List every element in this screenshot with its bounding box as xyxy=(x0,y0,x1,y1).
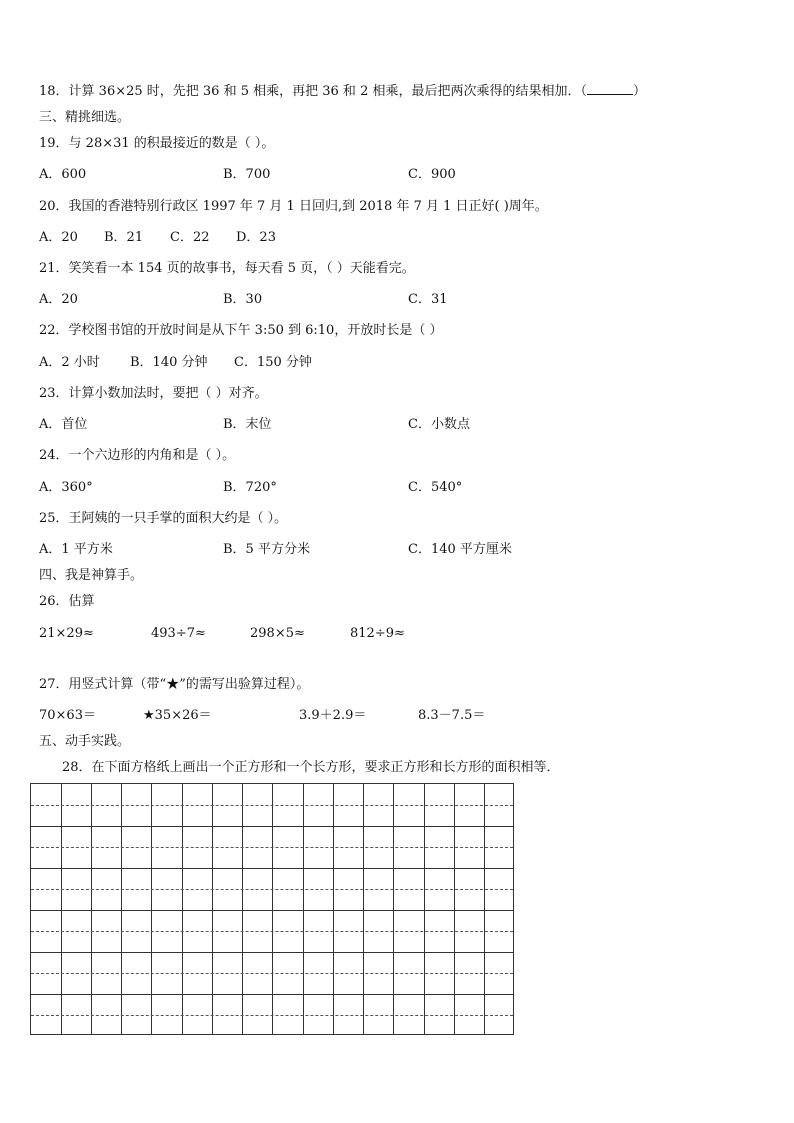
question-27-stem: 27．用竖式计算（带“★”的需写出验算过程）。 xyxy=(39,677,310,692)
calc-item: 3.9＋2.9＝ xyxy=(299,708,367,723)
estimate-item: 493÷7≈ xyxy=(151,626,206,641)
section-3-title: 三、精挑细选。 xyxy=(39,110,131,125)
option-a[interactable]: A．1 平方米 xyxy=(39,542,113,557)
question-24-stem: 24．一个六边形的内角和是（ ）。 xyxy=(39,448,236,463)
option-c[interactable]: C．140 平方厘米 xyxy=(408,542,512,557)
question-26-stem: 26．估算 xyxy=(39,594,95,609)
section-5-title: 五、动手实践。 xyxy=(39,734,131,749)
option-c[interactable]: C．22 xyxy=(170,230,210,245)
drawing-grid[interactable] xyxy=(30,783,514,1035)
option-a[interactable]: A．首位 xyxy=(39,417,88,432)
option-b[interactable]: B．21 xyxy=(104,230,144,245)
question-21-stem: 21．笑笑看一本 154 页的故事书，每天看 5 页，（ ）天能看完。 xyxy=(39,261,415,276)
question-20-stem: 20．我国的香港特别行政区 1997 年 7 月 1 日回归,到 2018 年 7 月 1 日正好( )周年。 xyxy=(39,199,548,214)
option-a[interactable]: A．2 小时 xyxy=(39,355,100,370)
estimate-item: 298×5≈ xyxy=(250,626,305,641)
option-a[interactable]: A．600 xyxy=(39,167,87,182)
calc-item: 8.3－7.5＝ xyxy=(418,708,486,723)
calc-item: 70×63＝ xyxy=(39,708,96,723)
option-b[interactable]: B．末位 xyxy=(223,417,272,432)
option-b[interactable]: B．5 平方分米 xyxy=(223,542,310,557)
option-a[interactable]: A．20 xyxy=(39,292,78,307)
estimate-item: 812÷9≈ xyxy=(350,626,405,641)
question-25-stem: 25．王阿姨的一只手掌的面积大约是（ ）。 xyxy=(39,511,288,526)
option-b[interactable]: B．140 分钟 xyxy=(130,355,208,370)
question-18-text: 18．计算 36×25 时，先把 36 和 5 相乘，再把 36 和 2 相乘，最后把两次乘得的结果相加． xyxy=(39,84,581,99)
option-a[interactable]: A．20 xyxy=(39,230,78,245)
option-c[interactable]: C．150 分钟 xyxy=(234,355,312,370)
answer-paren-open: （ xyxy=(580,84,587,99)
question-23-stem: 23．计算小数加法时，要把（ ）对齐。 xyxy=(39,386,268,401)
question-18 xyxy=(39,83,646,100)
option-c[interactable]: C．540° xyxy=(408,480,463,495)
section-4-title: 四、我是神算手。 xyxy=(39,568,144,583)
option-c[interactable]: C．小数点 xyxy=(408,417,470,432)
option-a[interactable]: A．360° xyxy=(39,480,93,495)
option-b[interactable]: B．700 xyxy=(223,167,271,182)
option-c[interactable]: C．900 xyxy=(408,167,456,182)
estimate-item: 21×29≈ xyxy=(39,626,94,641)
option-b[interactable]: B．30 xyxy=(223,292,263,307)
answer-blank[interactable] xyxy=(587,83,633,95)
question-19-stem: 19．与 28×31 的积最接近的数是（ ）。 xyxy=(39,136,275,151)
answer-paren-close: ） xyxy=(632,84,646,99)
option-d[interactable]: D．23 xyxy=(236,230,276,245)
calc-item: ★35×26＝ xyxy=(143,708,212,723)
question-28-stem: 28．在下面方格纸上画出一个正方形和一个长方形，要求正方形和长方形的面积相等． xyxy=(62,760,560,775)
question-22-stem: 22．学校图书馆的开放时间是从下午 3:50 到 6:10，开放时长是（ ） xyxy=(39,323,443,338)
option-c[interactable]: C．31 xyxy=(408,292,448,307)
option-b[interactable]: B．720° xyxy=(223,480,277,495)
